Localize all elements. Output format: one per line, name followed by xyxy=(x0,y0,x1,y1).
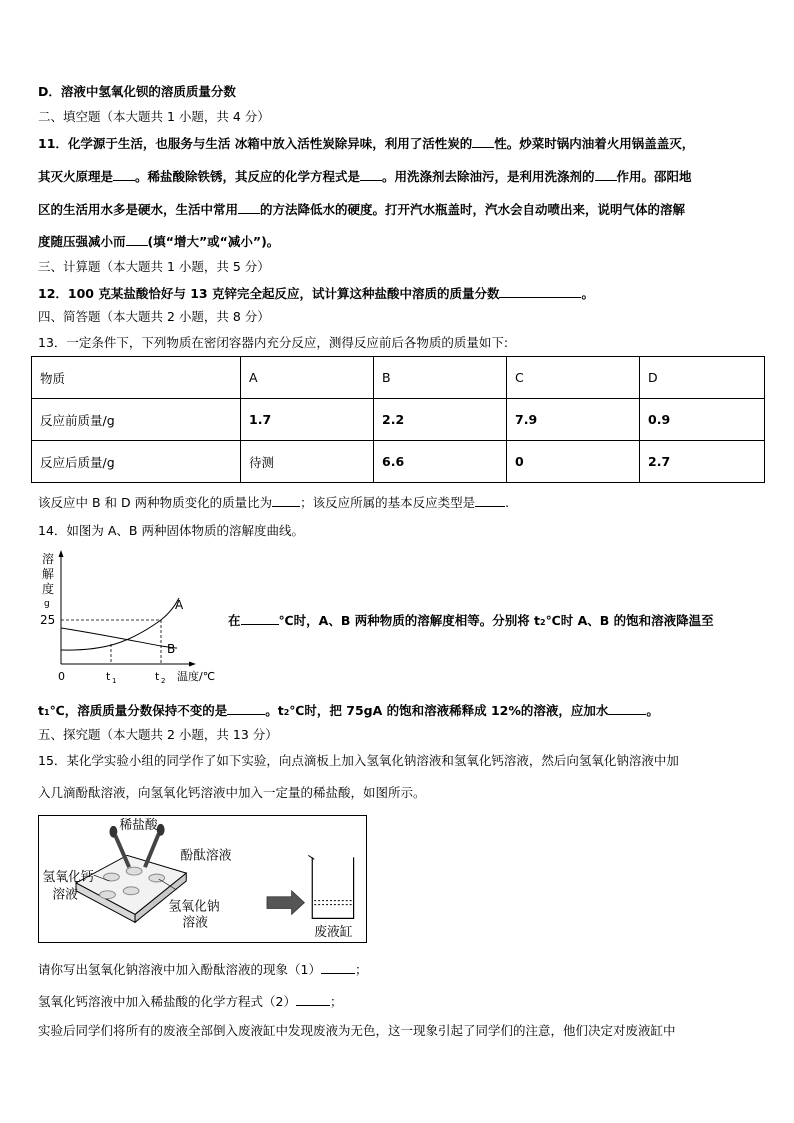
table-cell: 7.9 xyxy=(507,399,640,441)
q14-blank-3[interactable] xyxy=(608,702,646,715)
solubility-curve-chart xyxy=(34,548,230,688)
q15-text: ； xyxy=(354,962,368,977)
q15-text: 请你写出氢氧化钠溶液中加入酚酞溶液的现象（1） xyxy=(38,962,321,977)
q11-blank-6[interactable] xyxy=(126,233,148,246)
well xyxy=(149,874,165,882)
table-cell: C xyxy=(507,357,640,399)
dropper-phenolphthalein xyxy=(145,834,159,867)
q12-text: 12．100 克某盐酸恰好与 13 克锌完全起反应，试计算这种盐酸中溶质的质量分数 xyxy=(38,286,500,301)
curve-a-label: A xyxy=(175,598,184,612)
table-cell: 反应前质量/g xyxy=(32,399,241,441)
waste-liquid xyxy=(314,901,351,917)
q15-line-2: 入几滴酚酞溶液，向氢氧化钙溶液中加入一定量的稀盐酸，如图所示。 xyxy=(38,785,426,800)
q11-text: 。稀盐酸除铁锈，其反应的化学方程式是 xyxy=(135,169,361,184)
q15-line-last: 实验后同学们将所有的废液全部倒入废液缸中发现废液为无色，这一现象引起了同学们的注意，他们决定对废液缸中 xyxy=(38,1023,676,1038)
q15-blank-1[interactable] xyxy=(321,961,355,974)
table-cell: 反应后质量/g xyxy=(32,441,241,483)
q14-text: ℃时 A、B 的饱和溶液降温至 xyxy=(545,613,714,628)
q14-text: ℃时，A、B 两种物质的溶解度相等。分别将 t xyxy=(278,613,541,628)
q11-text: 作用。邵阳地 xyxy=(616,169,692,184)
q15-blank-2[interactable] xyxy=(296,993,330,1006)
y-label-unit: g xyxy=(44,599,50,609)
q14-text: ℃时，把 75gA 的饱和溶液稀释成 12%的溶液，应加水 xyxy=(289,703,609,718)
q13-text: ；该反应所属的基本反应类型是 xyxy=(300,495,476,510)
table-row xyxy=(32,399,765,441)
q11-text: 度随压强减小而 xyxy=(38,234,126,249)
q11-blank-5[interactable] xyxy=(238,201,260,214)
q13-text: 该反应中 B 和 D 两种物质变化的质量比为 xyxy=(38,495,273,510)
q14-line-2 xyxy=(38,702,659,721)
arrow-icon xyxy=(267,891,304,915)
section-3-heading: 三、计算题（本大题共 1 小题，共 5 分） xyxy=(38,259,270,274)
table-cell: 0.9 xyxy=(640,399,765,441)
q11-text: 其灭火原理是 xyxy=(38,169,114,184)
q11-blank-3[interactable] xyxy=(360,168,382,181)
q15-text: ； xyxy=(329,994,343,1009)
table-cell: 待测 xyxy=(241,441,374,483)
y-axis-arrow xyxy=(59,550,64,557)
q14-blank-2[interactable] xyxy=(227,702,265,715)
dropper-bulb xyxy=(109,826,117,838)
y-label-char: 解 xyxy=(42,567,55,581)
curve-b xyxy=(61,628,177,648)
q14-text: 。t xyxy=(265,703,284,718)
table-row xyxy=(32,357,765,399)
section-2-heading: 二、填空题（本大题共 1 小题，共 4 分） xyxy=(38,109,270,124)
q11-line-1 xyxy=(38,135,694,152)
q10-option-d: D．溶液中氢氧化钡的溶质质量分数 xyxy=(38,84,236,99)
table-cell: 1.7 xyxy=(241,399,374,441)
section-4-heading: 四、简答题（本大题共 2 小题，共 8 分） xyxy=(38,309,270,324)
table-row xyxy=(32,441,765,483)
section-5-heading: 五、探究题（本大题共 2 小题，共 13 分） xyxy=(38,727,278,742)
t1-label: t xyxy=(106,670,111,683)
label-naoh-line2: 溶液 xyxy=(182,915,208,931)
y-label-char: 溶 xyxy=(42,552,55,566)
q15-question-2 xyxy=(38,993,342,1010)
curve-b-label: B xyxy=(167,642,176,656)
q11-blank-2[interactable] xyxy=(113,168,135,181)
q14-sub: 1 xyxy=(43,708,50,717)
table-cell: 物质 xyxy=(32,357,241,399)
table-cell: 2.2 xyxy=(374,399,507,441)
q14-sub: 2 xyxy=(283,708,290,717)
q14-line-1 xyxy=(228,612,714,631)
q15-question-1 xyxy=(38,961,367,978)
q11-text: 性。炒菜时锅内油着火用锅盖盖灭， xyxy=(494,136,695,151)
q11-text: (填“增大”或“减小”)。 xyxy=(147,234,280,249)
origin-label: 0 xyxy=(58,670,65,683)
x-axis-arrow xyxy=(189,662,196,667)
q14-sub: 2 xyxy=(540,618,546,627)
t2-label: t xyxy=(155,670,160,683)
y-label-char: 度 xyxy=(42,582,55,596)
beaker-lip xyxy=(308,855,314,859)
label-hcl: 稀盐酸 xyxy=(119,817,158,833)
table-cell: 6.6 xyxy=(374,441,507,483)
q14-text: 在 xyxy=(228,613,241,628)
y-tick-25: 25 xyxy=(40,613,56,627)
q13-stem: 13．一定条件下，下列物质在密闭容器内充分反应，测得反应前后各物质的质量如下: xyxy=(38,335,509,350)
q15-line-1: 15．某化学实验小组的同学作了如下实验，向点滴板上加入氢氧化钠溶液和氢氧化钙溶液，然后向氢氧化钠溶液中加 xyxy=(38,753,679,768)
q13-blank-1[interactable] xyxy=(272,494,300,507)
q11-text: 的方法降低水的硬度。打开汽水瓶盖时，汽水会自动喷出来，说明气体的溶解 xyxy=(260,202,686,217)
table-cell: B xyxy=(374,357,507,399)
q11-line-3 xyxy=(38,201,685,218)
label-phenolphthalein: 酚酞溶液 xyxy=(180,848,232,864)
label-caoh2-line1: 氢氧化钙 xyxy=(42,869,94,885)
label-naoh-line1: 氢氧化钠 xyxy=(168,899,220,915)
t1-sub: 1 xyxy=(112,677,117,685)
q12-line xyxy=(38,285,594,302)
q15-experiment-figure xyxy=(38,815,367,943)
table-cell: A xyxy=(241,357,374,399)
well xyxy=(126,867,142,875)
table-cell: 0 xyxy=(507,441,640,483)
q14-text: ℃，溶质质量分数保持不变的是 xyxy=(49,703,228,718)
q14-text: t xyxy=(38,703,44,718)
q12-blank[interactable] xyxy=(499,285,581,298)
well xyxy=(100,891,116,899)
q13-text: . xyxy=(505,495,510,510)
q11-blank-1[interactable] xyxy=(472,135,494,148)
q14-stem: 14．如图为 A、B 两种固体物质的溶解度曲线。 xyxy=(38,523,304,538)
q11-text: 11．化学源于生活，也服务与生活 冰箱中放入活性炭除异味，利用了活性炭的 xyxy=(38,136,473,151)
label-caoh2-line2: 溶液 xyxy=(52,887,78,903)
q13-blank-2[interactable] xyxy=(475,494,505,507)
q12-text: 。 xyxy=(581,286,594,301)
q11-line-2 xyxy=(38,168,692,185)
q11-blank-4[interactable] xyxy=(595,168,617,181)
x-axis-label: 温度/℃ xyxy=(177,670,216,683)
t2-sub: 2 xyxy=(161,677,166,685)
q13-mass-table xyxy=(31,356,765,483)
label-waste-tank: 废液缸 xyxy=(314,925,353,941)
q14-blank-1[interactable] xyxy=(241,612,279,625)
q15-text: 氢氧化钙溶液中加入稀盐酸的化学方程式（2） xyxy=(38,994,296,1009)
table-cell: D xyxy=(640,357,765,399)
q11-line-4 xyxy=(38,233,279,250)
q14-text: 。 xyxy=(646,703,659,718)
well xyxy=(123,887,139,895)
q11-text: 区的生活用水多是硬水，生活中常用 xyxy=(38,202,239,217)
dropper-bulb xyxy=(157,824,165,836)
table-cell: 2.7 xyxy=(640,441,765,483)
q13-questions xyxy=(38,494,509,511)
q11-text: 。用洗涤剂去除油污，是利用洗涤剂的 xyxy=(382,169,595,184)
